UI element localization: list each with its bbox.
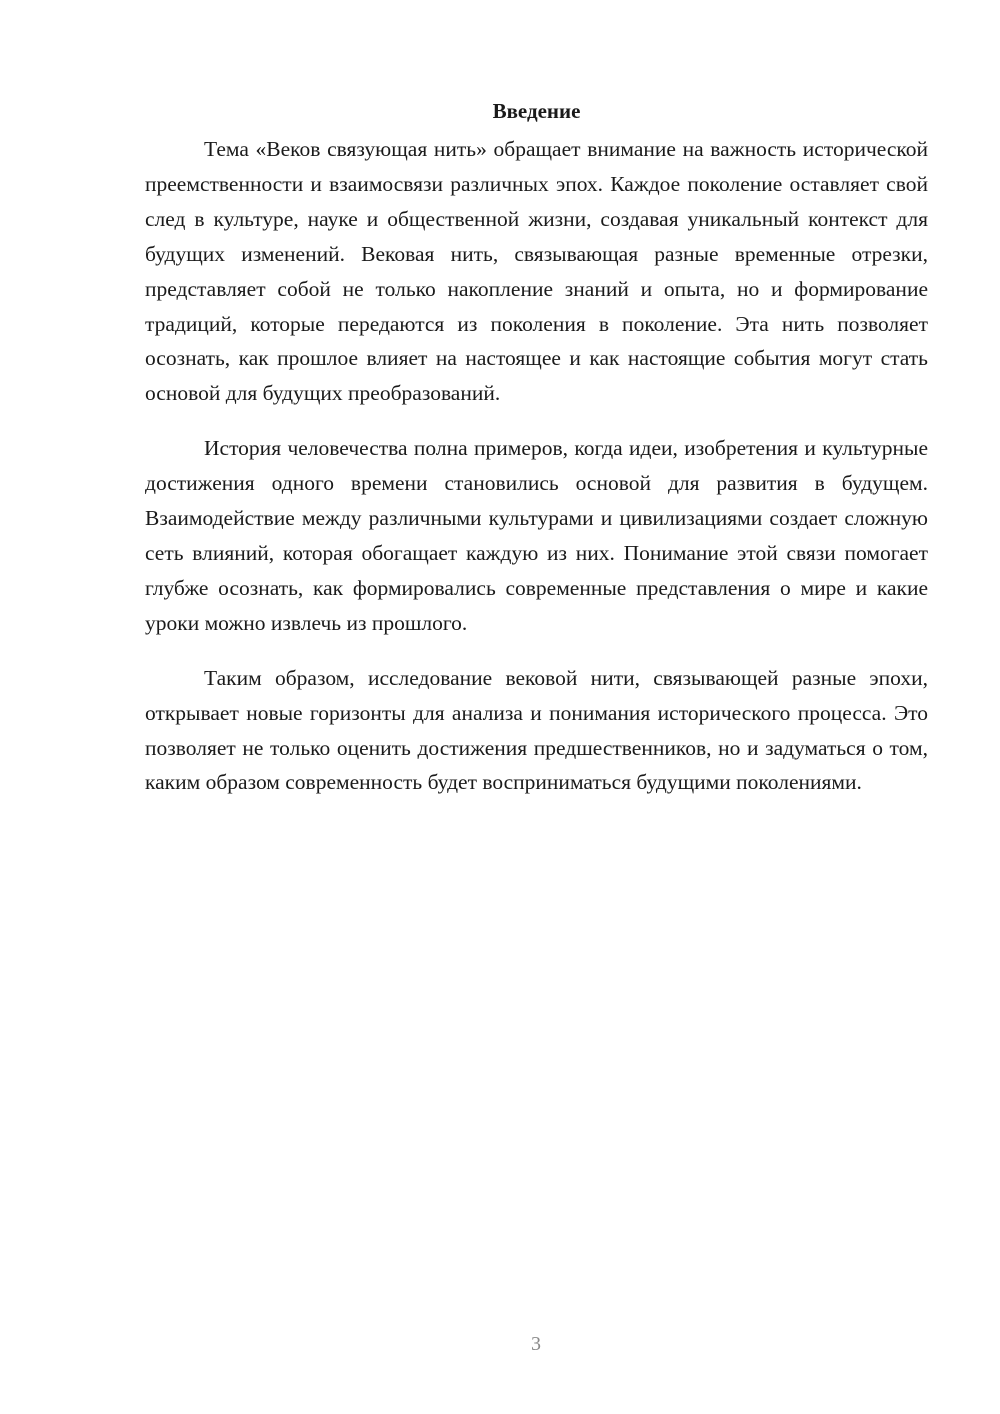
paragraph-2: История человечества полна примеров, когда идеи, изобретения и культурные достижения одного времени становились основой для развития в будущем. Взаимодействие между различными культурами и цивилизациями создает сложную сеть влияний, которая обогащает каждую из них. Понимание этой связи помогает глубже осознать, как формировались современные представления о мире и какие уроки можно извлечь из прошлого. — [145, 436, 928, 635]
page-content — [145, 94, 928, 820]
section-heading: Введение — [492, 99, 581, 123]
paragraph-3: Таким образом, исследование вековой нити, связывающей разные эпохи, открывает новые горизонты для анализа и понимания исторического процесса. Это позволяет не только оценить достижения предшественников, но и задуматься о том, каким образом современность будет восприниматься будущими поколениями. — [145, 665, 928, 795]
paragraph-1: Тема «Веков связующая нить» обращает внимание на важность исторической преемственности и взаимосвязи различных эпох. Каждое поколение оставляет свой след в культуре, науке и общественной жизни, создавая уникальный контекст для будущих изменений. Вековая нить, связывающая разные временные отрезки, представляет собой не только накопление знаний и опыта, но и формирование традиций, которые передаются из поколения в поколение. Эта нить позволяет осознать, как прошлое влияет на настоящее и как настоящие события могут стать основой для будущих преобразований. — [145, 137, 928, 406]
page-number: 3 — [531, 1333, 541, 1355]
